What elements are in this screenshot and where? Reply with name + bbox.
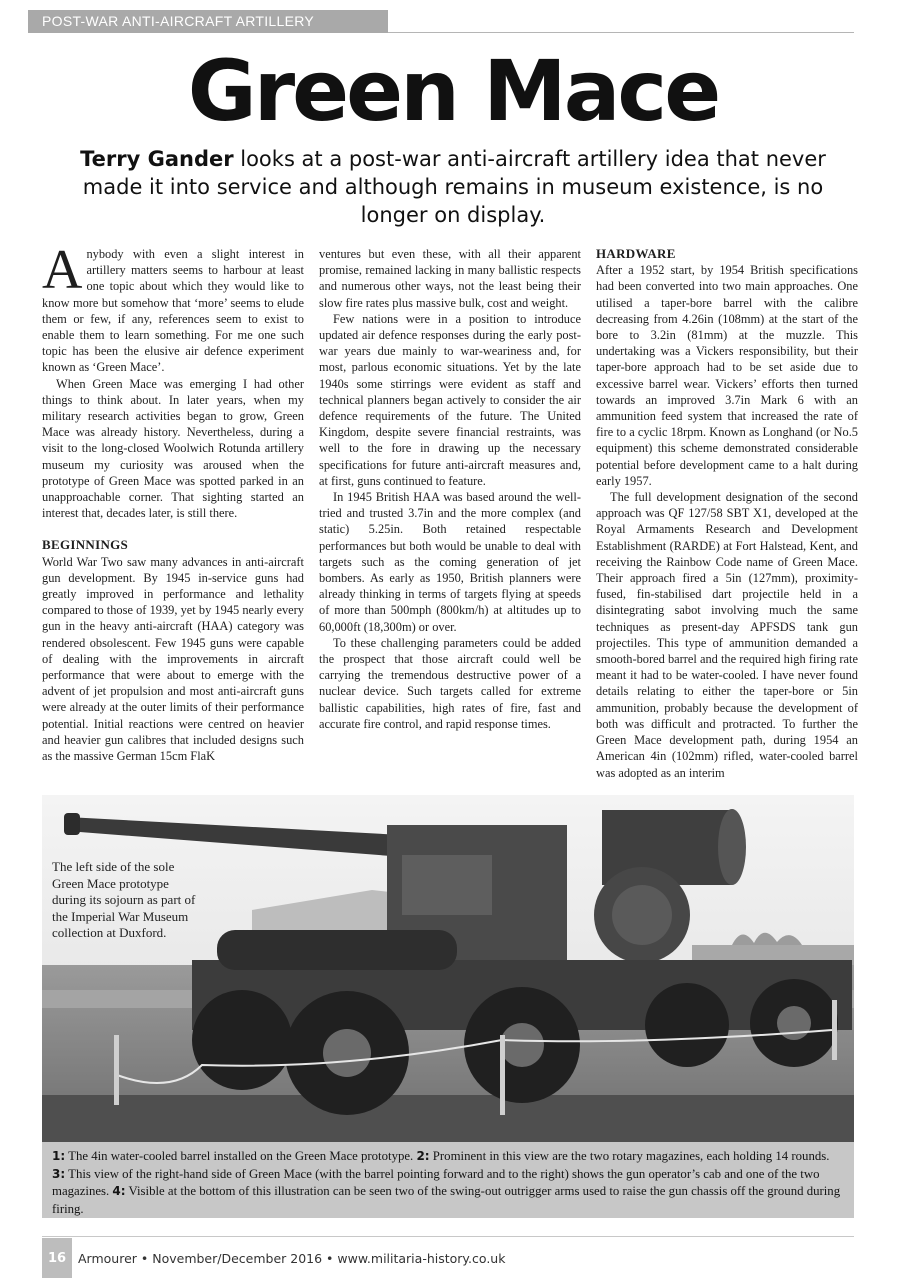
caption-1-number: 1: xyxy=(52,1149,66,1163)
paragraph-4: ventures but even these, with all their apparent promise, remained lacking in many ballistic respects and numerous other ways, not the least being their slow fire rates plus massive bulk, cost and weight. xyxy=(319,247,581,310)
column-3 xyxy=(596,246,858,781)
paragraph-7: To these challenging parameters could be added the prospect that those aircraft could well be carrying the tremendous destructive power of a nuclear device. Such targets called for extreme ballistic capabilities, high rates of fire, fast and accurate fire control, and rapid response times. xyxy=(319,635,581,731)
caption-2-number: 2: xyxy=(416,1149,430,1163)
drop-cap: A xyxy=(42,239,83,301)
figure-captions xyxy=(42,1142,854,1218)
footer-text: Armourer • November/December 2016 • www.militaria-history.co.uk xyxy=(78,1250,506,1266)
author-name: Terry Gander xyxy=(80,147,234,171)
page-number: 16 xyxy=(42,1238,72,1278)
paragraph-2: When Green Mace was emerging I had other things to think about. In later years, when my military research activities began to grow, Green Mace was already history. Nevertheless, during a visit to the long-closed Woolwich Rotunda artillery museum my curiosity was aroused when the prototype of Green Mace was spotted parked in an unapproachable corner. That sighting started an interest that, decades later, is still there. xyxy=(42,376,304,521)
photo-illustration xyxy=(42,795,854,1142)
header-rule xyxy=(388,32,854,33)
green-mace-photo xyxy=(42,795,854,1142)
intro-paragraph xyxy=(42,239,304,376)
column-1 xyxy=(42,239,304,764)
column-2 xyxy=(319,246,581,732)
page-footer xyxy=(42,1238,505,1278)
caption-3-text: This view of the right-hand side of Green Mace (with the barrel pointing forward and to the right) shows the gun operator’s cab and one of the two magazines. xyxy=(52,1166,820,1198)
photo-caption: The left side of the sole Green Mace prototype during its sojourn as part of the Imperial War Museum collection at Duxford. xyxy=(52,859,196,940)
caption-3-number: 3: xyxy=(52,1166,66,1181)
footer-rule xyxy=(42,1236,854,1237)
caption-4-number: 4: xyxy=(112,1184,126,1198)
paragraph-6: In 1945 British HAA was based around the well-tried and trusted 3.7in and the more complex (and static) 5.25in. Both retained respectable performances but both would be unable to deal with targets such as the coming generation of jet bombers. As early as 1950, British planners were already thinking in terms of targets flying at speeds of more than 500mph (800km/h) at altitudes up to 60,000ft (18,300m) or over. xyxy=(319,490,581,634)
article-title: Green Mace xyxy=(187,42,719,140)
caption-1-text: The 4in water-cooled barrel installed on the Green Mace prototype. xyxy=(65,1149,417,1163)
paragraph-5: Few nations were in a position to introduce updated air defence responses during the early post-war years due mainly to war-weariness and, for most, parlous economic situations. Yet by the late 1940s some stirrings were evident as staff and technical planners began actively to consider the air defence requirements of the future. The United Kingdom, despite severe financial restraints, was well to the fore in drawing up the necessary specifications for future anti-aircraft measures and, at first, guns continued to feature. xyxy=(319,311,581,488)
standfirst xyxy=(60,145,846,229)
paragraph-9: The full development designation of the second approach was QF 127/58 SBT X1, developed at the Royal Armaments Research and Development Establishment (RARDE) at Fort Halstead, Kent, and receiving the Rainbow Code name of Green Mace. Their approach fired a 5in (127mm), proximity-fused, fin-stabilised dart projectile held in a disintegrating sabot involving much the same techniques as present-day APFSDS tank gun projectiles. This type of ammunition demanded a smooth-bored barrel and the required high firing rate meant it had to be water-cooled. I have never found details relating to either the taper-bore or 5in ammunition, probably because the development of both was difficult and protracted. To further the Green Mace development path, during 1954 an American 4in (102mm) rifled, water-cooled barrel was adopted as an interim xyxy=(596,490,858,780)
heading-hardware: HARDWARE xyxy=(596,246,676,261)
paragraph-8: After a 1952 start, by 1954 British specifications had been converted into two main approaches. One utilised a taper-bore barrel with the calibre decreasing from 4.26in (108mm) at the start of the bore to 3.2in (81mm) at the muzzle. This undertaking was a Vickers responsibility, but their taper-bore approach had to be set aside due to excessive barrel wear. Vickers’ efforts then turned towards an improved 3.7in Mark 6 with an ammunition feed system that increased the rate of fire to a cyclic 18rpm. Known as Longhand (or No.5 equipment) this scheme demonstrated considerable potential before development came to a halt during early 1957. xyxy=(596,263,858,488)
section-label: POST-WAR ANTI-AIRCRAFT ARTILLERY xyxy=(28,10,388,33)
heading-beginnings: BEGINNINGS xyxy=(42,537,129,553)
caption-4-text: Visible at the bottom of this illustration can be seen two of the swing-out outrigger arms used to raise the gun chassis off the ground during firing. xyxy=(52,1184,841,1216)
paragraph-3: World War Two saw many advances in anti-aircraft gun development. By 1945 in-service guns had greatly improved in performance and lethality compared to those of 1939, yet by 1945 nearly every gun in the heavy anti-aircraft (HAA) category was rendered obsolescent. Few 1945 guns were capable of dealing with the improvements in aircraft performance that were about to emerge with the advent of jet propulsion and most anti-aircraft guns were already at the outer limits of their performance potential. Initial reactions were centred on heavier and heavier gun calibres that included designs such as the massive German 15cm FlaK xyxy=(42,554,304,764)
intro-text: nybody with even a slight interest in artillery matters seems to harbour at least one topic about which they would like to know more but somehow that ‘more’ seems to elude them or few, if any, references seem to exist to enable them to learn something. For me one such topic has been the elusive air defence experiment known as ‘Green Mace’. xyxy=(42,247,304,375)
caption-2-text: Prominent in this view are the two rotary magazines, each holding 14 rounds. xyxy=(429,1149,830,1163)
standfirst-text: looks at a post-war anti-aircraft artillery idea that never made it into service and although remains in museum existence, is no longer on display. xyxy=(82,147,826,227)
